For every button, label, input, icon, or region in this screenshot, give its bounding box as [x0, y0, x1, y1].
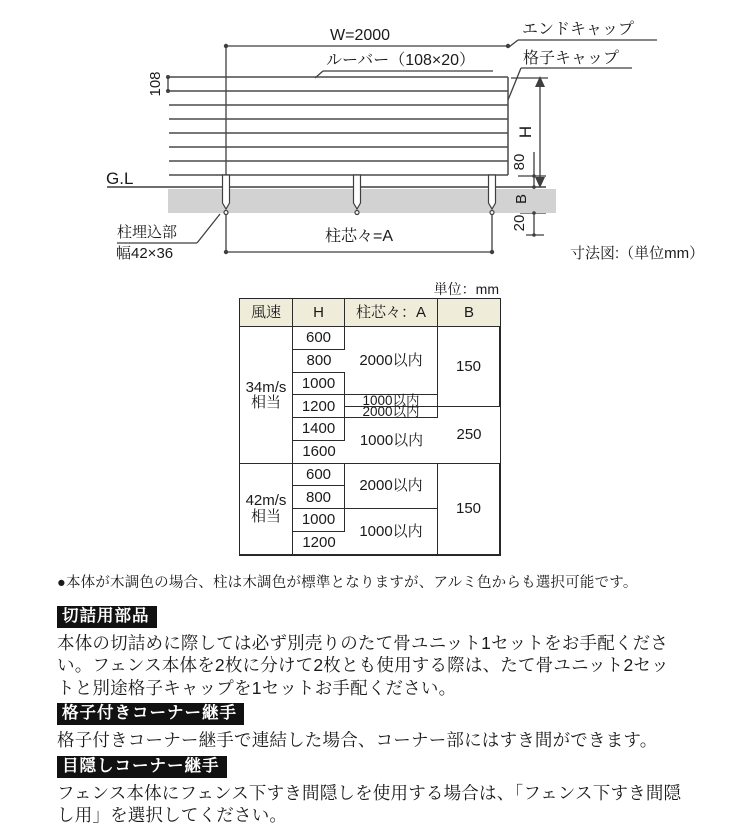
table-cell: 1000以内: [345, 418, 438, 464]
table-cell: 2000以内: [345, 464, 438, 510]
note-line: 本体の切詰めに際しては必ず別売りのたて骨ユニット1セットをお手配くださ: [57, 633, 669, 653]
dim-b-label: B: [512, 194, 530, 205]
dim-108-label: 108: [146, 71, 164, 97]
section-heading: 格子付きコーナー継手: [57, 703, 244, 725]
note-sections: [57, 601, 733, 826]
table-cell: 1200: [293, 395, 345, 418]
dimension-lines: [117, 40, 657, 252]
end-cap-label: エンドキャップ: [522, 21, 635, 38]
section-heading: 切詰用部品: [57, 606, 157, 628]
note-line: フェンス本体にフェンス下すき間隠しを使用する場合は、「フェンス下すき間隠: [57, 782, 682, 803]
louver-label: ルーバー（108×20）: [326, 52, 476, 69]
table-header-cell: H: [293, 299, 345, 327]
table-cell: 1600: [293, 441, 345, 464]
table-cell: 1000以内: [345, 509, 438, 555]
diagram-caption: 寸法図:（単位mm）: [570, 245, 705, 262]
table-cell: 150: [438, 464, 500, 555]
dim-80-label: 80: [510, 153, 528, 171]
wind-speed-spec-table: [239, 298, 501, 556]
post-embed-label: 柱埋込部: [117, 224, 178, 241]
note-line: い。フェンス本体を2枚に分けて2枚とも使用する際は、たて骨ユニット2セッ: [57, 655, 669, 676]
dim-20-label: 20: [510, 214, 528, 232]
table-cell: 800: [293, 350, 345, 373]
table-cell: 150: [438, 327, 500, 407]
table-cell: 1200: [293, 532, 345, 555]
table-cell: 34m/s 相当: [240, 327, 293, 464]
section-heading: 目隠しコーナー継手: [57, 756, 227, 778]
table-cell: 1000: [293, 373, 345, 396]
table-cell: 600: [293, 327, 345, 350]
table-cell: 42m/s 相当: [240, 464, 293, 555]
table-cell: 1000以内: [345, 395, 438, 406]
table-cell: 2000以内: [345, 407, 438, 418]
table-cell: 250: [438, 407, 500, 464]
louver-slats: [169, 77, 508, 175]
height-dimension-label: H: [515, 125, 535, 139]
dimension-marks: [166, 44, 545, 254]
table-cell: 1000: [293, 509, 345, 532]
note-line: 格子付きコーナー継手で連結した場合、コーナー部にはすき間ができます。: [57, 730, 658, 751]
table-cell: 600: [293, 464, 345, 487]
table-header-cell: 風速: [240, 299, 293, 327]
post-embed-size-label: 幅42×36: [116, 245, 174, 262]
table-header-cell: B: [438, 299, 500, 327]
ground-line-label: G.L: [106, 169, 134, 188]
width-dimension-label: W=2000: [330, 27, 391, 44]
note-line: し用」を選択してください。: [57, 805, 288, 826]
note-line: トと別途格子キャップを1セットお手配ください。: [57, 677, 457, 698]
table-cell: 2000以内: [345, 327, 438, 395]
color-note: ●本体が木調色の場合、柱は木調色が標準となりますが、アルミ色からも選択可能です。: [57, 575, 638, 591]
table-unit-note: 単位：mm: [433, 281, 499, 297]
post-center-dimension-label: 柱芯々=A: [324, 228, 394, 245]
lattice-cap-label: 格子キャップ: [523, 50, 620, 67]
table-cell: 800: [293, 486, 345, 509]
table-cell: 1400: [293, 418, 345, 441]
table-header-cell: 柱芯々：A: [345, 299, 438, 327]
